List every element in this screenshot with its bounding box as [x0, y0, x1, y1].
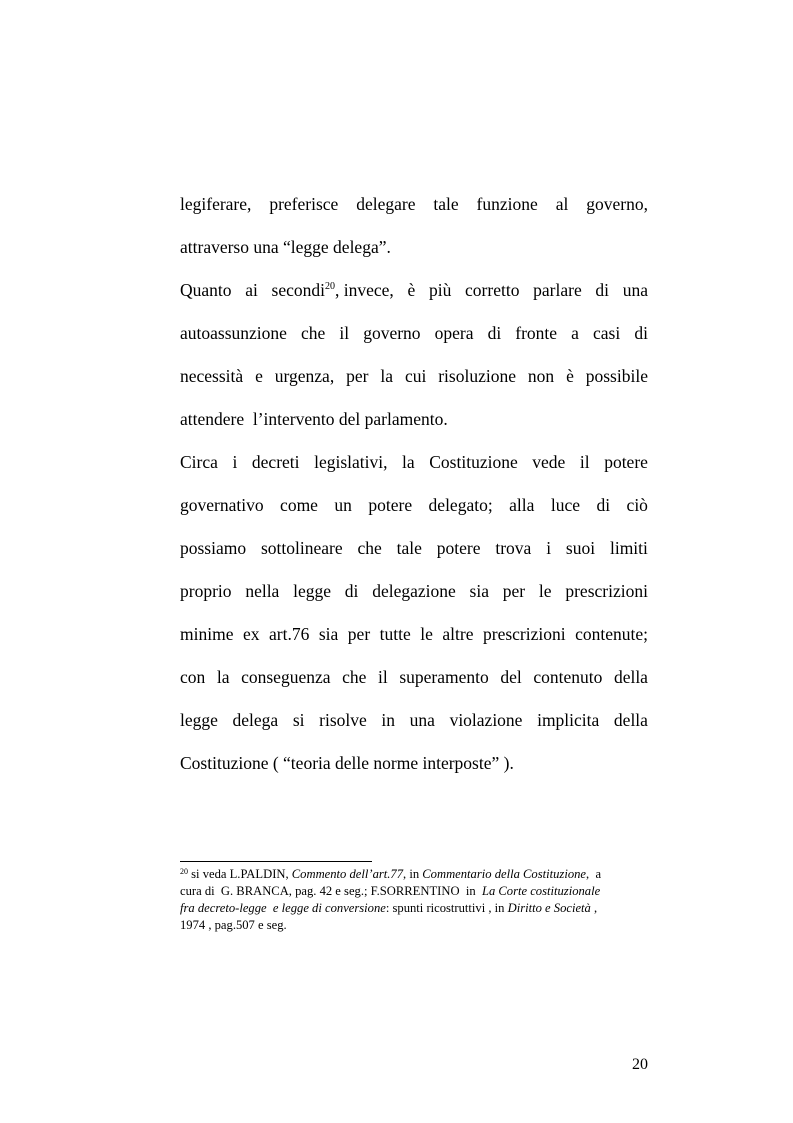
word: proprio — [180, 581, 232, 601]
word: risoluzione — [438, 366, 516, 386]
word: del — [500, 667, 522, 687]
footnote-text: si veda L.PALDIN, — [188, 867, 292, 881]
word: sia — [469, 581, 489, 601]
word: corretto — [465, 280, 520, 300]
body-line-1 — [180, 193, 648, 215]
word: suoi — [565, 538, 596, 558]
word: decreti — [251, 452, 300, 472]
word: luce — [550, 495, 581, 515]
word: potere — [368, 495, 413, 515]
word: il — [339, 323, 350, 343]
word: legge — [180, 710, 218, 730]
footnote-text: , in — [403, 867, 423, 881]
word: trova — [495, 538, 532, 558]
footnote-line-3 — [180, 900, 630, 916]
word: come — [280, 495, 318, 515]
word: le — [420, 624, 433, 644]
footnote-text: , a — [586, 867, 602, 881]
word: che — [301, 323, 326, 343]
word: delega — [232, 710, 279, 730]
word: urgenza, — [274, 366, 335, 386]
word: sottolineare — [260, 538, 343, 558]
word: fronte — [515, 323, 558, 343]
footnote-line-2 — [180, 883, 630, 899]
word: prescrizioni — [483, 624, 566, 644]
word: prescrizioni — [565, 581, 648, 601]
footnote-number: 20 — [180, 867, 188, 876]
body-line-4 — [180, 322, 648, 344]
word: parlare — [533, 280, 582, 300]
word: governo — [363, 323, 421, 343]
word: tutte — [379, 624, 411, 644]
word: ai — [245, 280, 258, 300]
footnote-text: : spunti ricostruttivi , in — [385, 901, 508, 915]
word: in — [381, 710, 396, 730]
word: art.76 — [269, 624, 310, 644]
word: governativo — [180, 495, 264, 515]
word: i — [232, 452, 238, 472]
word: di — [595, 280, 610, 300]
body-line-12 — [180, 666, 648, 688]
word: delegato; — [428, 495, 493, 515]
word: delegare — [356, 194, 416, 214]
word: di — [634, 323, 648, 343]
footnote-line-4: 1974 , pag.507 e seg. — [180, 918, 287, 932]
footnote-text-italic: Commentario della Costituzione — [422, 867, 586, 881]
word: ex — [242, 624, 260, 644]
word: non — [527, 366, 555, 386]
word: Costituzione — [429, 452, 518, 472]
word: potere — [436, 538, 481, 558]
word: di — [596, 495, 611, 515]
word: risolve — [319, 710, 367, 730]
word: governo, — [586, 194, 648, 214]
word-with-footnote-ref — [272, 279, 394, 301]
word: al — [555, 194, 569, 214]
footnote-reference: 20 — [325, 281, 336, 292]
word: una — [409, 710, 435, 730]
word: le — [538, 581, 552, 601]
word: cui — [404, 366, 427, 386]
word: tale — [396, 538, 422, 558]
word: della — [613, 710, 648, 730]
word: un — [334, 495, 352, 515]
word: per — [347, 624, 371, 644]
footnote-text-italic: La Corte costituzionale — [481, 884, 601, 898]
word: vede — [532, 452, 566, 472]
word: legislativi, — [314, 452, 388, 472]
word: contenute; — [575, 624, 648, 644]
word: , invece, — [335, 280, 394, 300]
word: e — [255, 366, 263, 386]
word: Circa — [180, 452, 218, 472]
word: sia — [318, 624, 339, 644]
footnote-separator — [180, 861, 372, 862]
word: potere — [604, 452, 648, 472]
word: contenuto — [533, 667, 603, 687]
word: per — [346, 366, 369, 386]
word: alla — [509, 495, 535, 515]
word: implicita — [537, 710, 600, 730]
footnote-text-italic: fra decreto-legge e legge di conversione — [180, 901, 386, 915]
word: che — [357, 538, 382, 558]
body-line-9 — [180, 537, 648, 559]
word: minime — [180, 624, 234, 644]
word: altre — [442, 624, 474, 644]
word: tale — [433, 194, 459, 214]
footnote-text: , — [590, 901, 598, 915]
word: della — [613, 667, 648, 687]
word: il — [378, 667, 388, 687]
word: con — [180, 667, 206, 687]
word: la — [216, 667, 230, 687]
word: preferisce — [269, 194, 339, 214]
word: casi — [593, 323, 621, 343]
body-line-8 — [180, 494, 648, 516]
word: superamento — [399, 667, 489, 687]
word: necessità — [180, 366, 244, 386]
word: limiti — [609, 538, 648, 558]
word: funzione — [476, 194, 538, 214]
footnote-text: cura di G. BRANCA, pag. 42 e seg.; F.SORRENTINO in — [180, 884, 482, 898]
word: a — [571, 323, 579, 343]
body-line-7 — [180, 451, 648, 473]
word: secondi — [271, 280, 326, 300]
word: nella — [245, 581, 280, 601]
word: il — [579, 452, 590, 472]
word: i — [546, 538, 552, 558]
word: per — [502, 581, 526, 601]
word: è — [407, 280, 416, 300]
body-line-2: attraverso una “legge delega”. — [180, 237, 391, 257]
body-line-3 — [180, 279, 648, 301]
body-line-11 — [180, 623, 648, 645]
body-line-14: Costituzione ( “teoria delle norme interposte” ). — [180, 753, 514, 773]
body-line-13 — [180, 709, 648, 731]
word: si — [292, 710, 305, 730]
word: una — [622, 280, 648, 300]
word: di — [344, 581, 359, 601]
word: conseguenza — [241, 667, 331, 687]
footnote-text-italic: Commento dell’art.77 — [291, 867, 404, 881]
body-line-6: attendere l’intervento del parlamento. — [180, 409, 448, 429]
word: legge — [293, 581, 332, 601]
word: possiamo — [180, 538, 247, 558]
footnote-text-italic: Diritto e Società — [507, 901, 591, 915]
word: legiferare, — [180, 194, 252, 214]
word: possibile — [585, 366, 648, 386]
word: opera — [434, 323, 474, 343]
word: ciò — [626, 495, 648, 515]
body-line-10 — [180, 580, 648, 602]
word: Quanto — [180, 280, 232, 300]
word: di — [487, 323, 502, 343]
page-number: 20 — [632, 1056, 648, 1073]
word: la — [402, 452, 415, 472]
body-line-5 — [180, 365, 648, 387]
word: delegazione — [372, 581, 456, 601]
word: che — [342, 667, 367, 687]
word: più — [428, 280, 452, 300]
footnote-line-1 — [180, 866, 630, 882]
word: la — [380, 366, 394, 386]
word: è — [566, 366, 574, 386]
word: autoassunzione — [180, 323, 287, 343]
word: violazione — [449, 710, 523, 730]
